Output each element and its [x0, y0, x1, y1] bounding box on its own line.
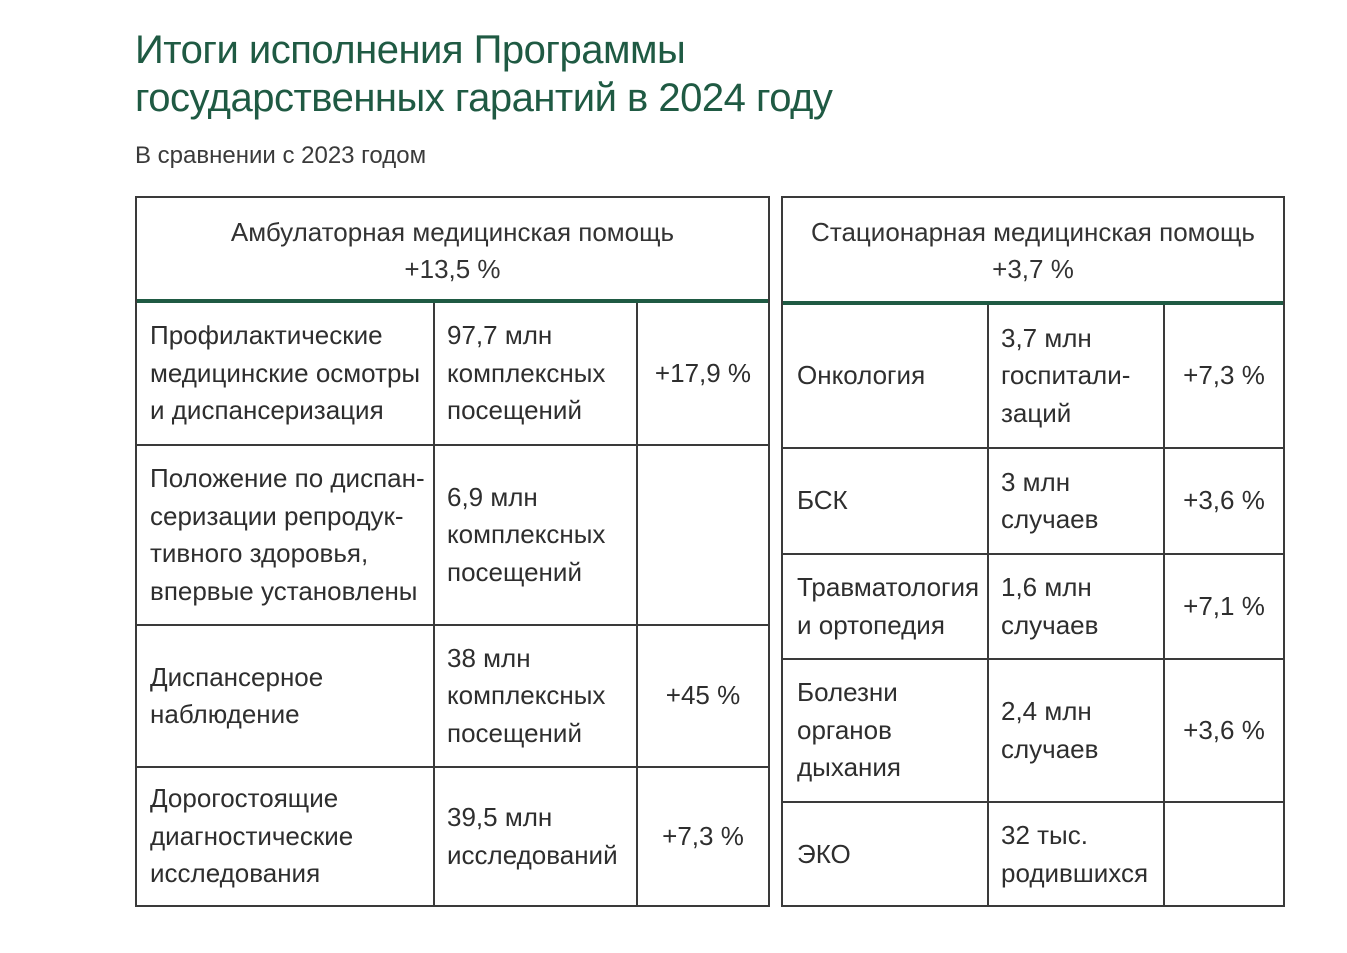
indicator-volume: 6,9 млн комплексных посещений: [434, 445, 637, 625]
page-title-line-2: государственных гарантий в 2024 году: [135, 76, 833, 120]
inpatient-total-change: +3,7 %: [992, 254, 1074, 284]
indicator-volume: 97,7 млн комплексных посещений: [434, 303, 637, 445]
inpatient-table: [783, 305, 1283, 906]
outpatient-total-change: +13,5 %: [404, 254, 501, 284]
indicator-name: Положение по диспан- серизации репродук- тивного здоровья, впервые установлены: [137, 445, 434, 625]
table-row: [137, 767, 768, 905]
indicator-name: Онкология: [783, 305, 988, 448]
table-row: [783, 554, 1283, 659]
outpatient-header: [137, 198, 768, 303]
outpatient-table: [137, 303, 768, 905]
indicator-name: Болезни органов дыхания: [783, 659, 988, 802]
indicator-volume: 38 млн комплексных посещений: [434, 625, 637, 767]
table-row: [137, 625, 768, 767]
indicator-name: ЭКО: [783, 802, 988, 906]
indicator-name: Дорогостоящие диагностические исследования: [137, 767, 434, 905]
page-subtitle: В сравнении с 2023 годом: [135, 142, 427, 169]
indicator-change: [637, 445, 768, 625]
indicator-name: Диспансерное наблюдение: [137, 625, 434, 767]
indicator-volume: 3,7 млн госпитали- заций: [988, 305, 1164, 448]
indicator-change: +3,6 %: [1164, 659, 1283, 802]
table-row: [783, 305, 1283, 448]
indicator-change: +7,3 %: [662, 820, 744, 851]
inpatient-header: [783, 198, 1283, 305]
indicator-name: БСК: [783, 448, 988, 554]
table-row: [783, 448, 1283, 554]
indicator-volume: 32 тыс. родившихся: [988, 802, 1164, 906]
indicator-volume: 39,5 млн исследований: [434, 767, 637, 905]
indicator-change: [1164, 802, 1283, 906]
indicator-volume: 1,6 млн случаев: [988, 554, 1164, 659]
indicator-volume: 2,4 млн случаев: [988, 659, 1164, 802]
indicator-change: +7,3 %: [1164, 305, 1283, 448]
table-row: [137, 303, 768, 445]
outpatient-panel: [135, 196, 770, 907]
outpatient-heading: Амбулаторная медицинская помощь: [230, 217, 675, 247]
inpatient-heading: Стационарная медицинская помощь: [811, 217, 1255, 247]
table-row: [137, 445, 768, 625]
page-title: [135, 26, 832, 122]
indicator-change: +45 %: [637, 625, 768, 767]
table-row: [783, 802, 1283, 906]
indicator-change: +3,6 %: [1164, 448, 1283, 554]
indicator-change: +17,9 %: [637, 303, 768, 445]
indicator-name: Профилактические медицинские осмотры и диспансеризация: [137, 303, 434, 445]
indicator-change: +7,1 %: [1164, 554, 1283, 659]
indicator-name: Травматология и ортопедия: [783, 554, 988, 659]
indicator-volume: 3 млн случаев: [988, 448, 1164, 554]
table-row: [783, 659, 1283, 802]
inpatient-panel: [781, 196, 1285, 907]
page-title-line-1: Итоги исполнения Программы: [135, 28, 686, 72]
